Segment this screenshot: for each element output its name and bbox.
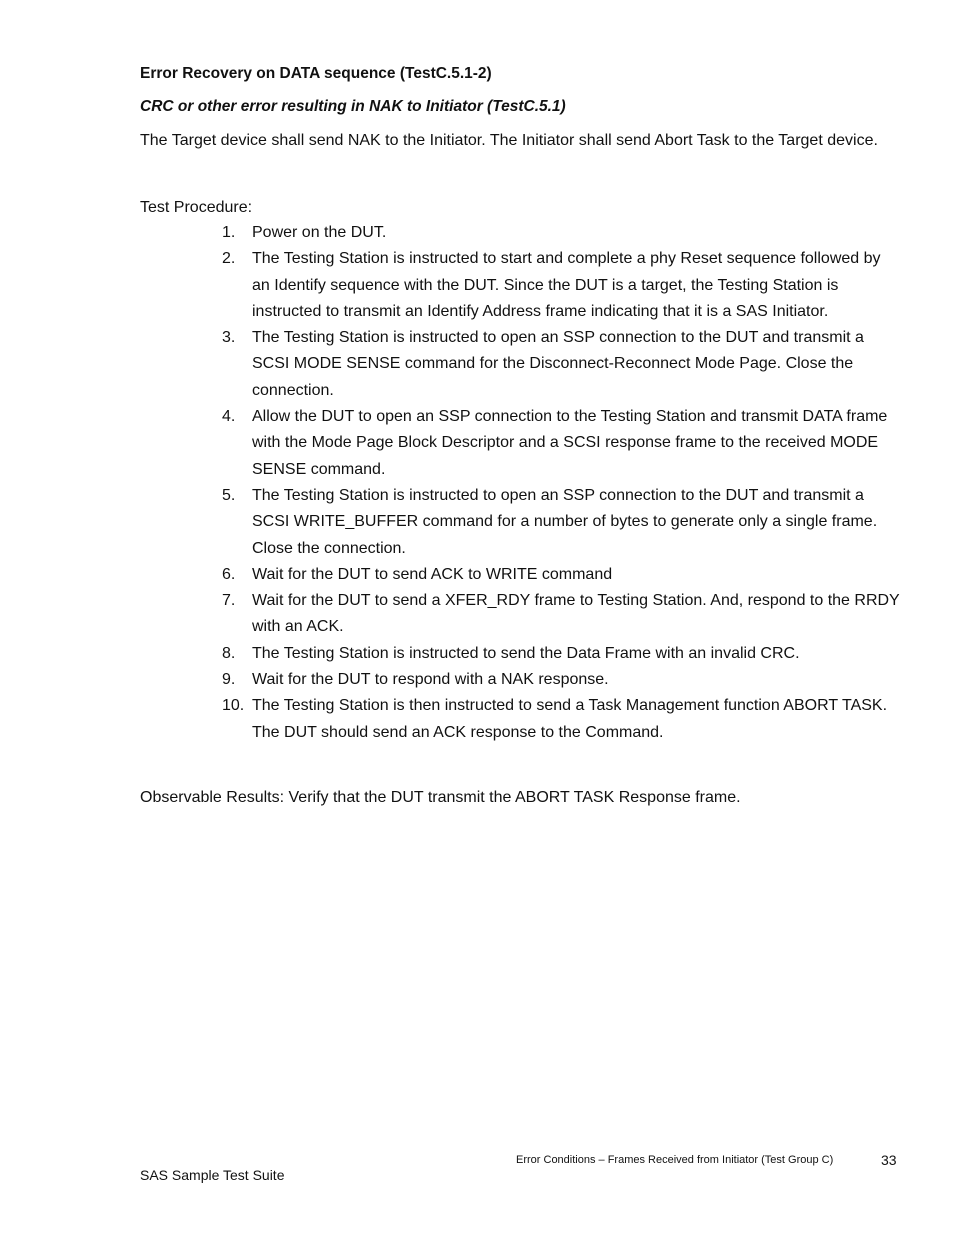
step-text: The Testing Station is then instructed to send a Task Management function ABORT TASK. The DUT should send an ACK response to the Command. <box>252 697 888 741</box>
step-text: Wait for the DUT to respond with a NAK response. <box>252 671 609 689</box>
test-subheading: CRC or other error resulting in NAK to Initiator (TestC.5.1) <box>140 98 566 115</box>
step-number: 7. <box>222 592 236 610</box>
step-number: 5. <box>222 486 236 504</box>
procedure-step <box>222 246 902 325</box>
step-text: Power on the DUT. <box>252 224 387 241</box>
footer-section-title: Error Conditions – Frames Received from Initiator (Test Group C) <box>516 1154 834 1166</box>
procedure-step <box>222 325 902 404</box>
step-text: Wait for the DUT to send a XFER_RDY frame to Testing Station. And, respond to the RRDY with an ACK. <box>252 592 900 636</box>
procedure-step <box>222 483 902 562</box>
step-number: 10. <box>222 697 245 715</box>
step-text: The Testing Station is instructed to send the Data Frame with an invalid CRC. <box>252 644 800 662</box>
intro-paragraph: The Target device shall send NAK to the Initiator. The Initiator shall send Abort Task to the Target device. <box>140 132 878 149</box>
step-text: Wait for the DUT to send ACK to WRITE command <box>252 565 613 583</box>
step-text: Allow the DUT to open an SSP connection to the Testing Station and transmit DATA frame with the Mode Page Block Descriptor and a SCSI response frame to the received MODE SENSE command. <box>252 408 888 478</box>
step-number: 8. <box>222 644 236 662</box>
procedure-step <box>222 562 902 588</box>
procedure-step <box>222 404 902 483</box>
page-number: 33 <box>881 1152 897 1168</box>
section-heading: Error Recovery on DATA sequence (TestC.5.1-2) <box>140 65 492 82</box>
procedure-step <box>222 588 902 641</box>
step-number: 4. <box>222 408 236 426</box>
procedure-steps <box>222 220 902 746</box>
step-number: 2. <box>222 250 236 268</box>
procedure-step <box>222 220 902 246</box>
step-text: The Testing Station is instructed to start and complete a phy Reset sequence followed by an Identify sequence with the DUT. Since the DUT is a target, the Testing Station is instructed to transmit an Identify Address frame indicating that it is a SAS Initiator. <box>252 250 881 320</box>
procedure-step <box>222 693 902 746</box>
step-number: 3. <box>222 329 236 347</box>
step-number: 6. <box>222 565 236 583</box>
procedure-label: Test Procedure: <box>140 199 253 216</box>
procedure-step <box>222 667 902 693</box>
step-text: The Testing Station is instructed to open an SSP connection to the DUT and transmit a SCSI WRITE_BUFFER command for a number of bytes to generate only a single frame. Close the connection. <box>252 486 878 557</box>
step-number: 1. <box>222 224 236 241</box>
footer-suite-name: SAS Sample Test Suite <box>140 1167 285 1183</box>
observable-results: Observable Results: Verify that the DUT transmit the ABORT TASK Response frame. <box>140 789 741 806</box>
step-text: The Testing Station is instructed to open an SSP connection to the DUT and transmit a SCSI MODE SENSE command for the Disconnect-Reconnect Mode Page. Close the connection. <box>252 329 864 399</box>
step-number: 9. <box>222 671 236 689</box>
procedure-step <box>222 641 902 667</box>
